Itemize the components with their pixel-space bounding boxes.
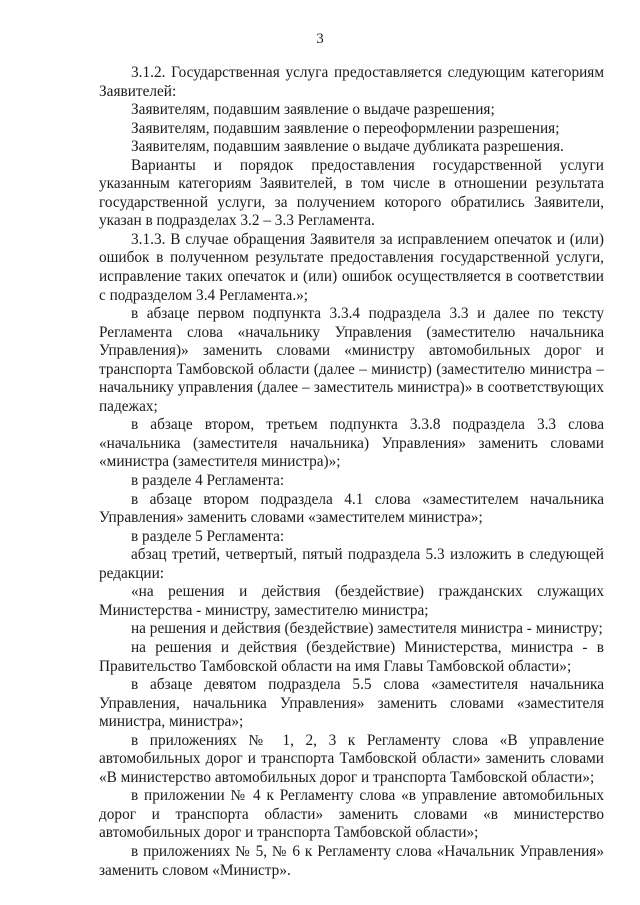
paragraph-2: Заявителям, подавшим заявление о выдаче разрешения; [131, 101, 495, 119]
paragraph-19: в приложениях № 5, № 6 к Регламенту слова «Начальник Управления» заменить словом «Министр». [99, 842, 604, 879]
paragraph-7: в абзаце первом подпункта 3.3.4 подраздела 3.3 и далее по тексту Регламента слова «начальнику Управления (заместителю начальника Управления)» заменить словами «министру автомобильных дорог и транспорта Тамбовской области (далее – министр) (заместителю министра – начальнику управления (далее – заместитель министра)» в соответствующих падежах; [99, 305, 604, 415]
paragraph-15: на решения и действия (бездействие) Министерства, министра - в Правительство Тамбовской области на имя Главы Тамбовской области»; [99, 638, 604, 675]
paragraph-1: 3.1.2. Государственная услуга предоставляется следующим категориям Заявителей: [99, 64, 604, 100]
document-body [99, 64, 604, 880]
paragraph-18: в приложении № 4 к Регламенту слова «в управление автомобильных дорог и транспорта области» заменить словами «в министерство автомобильных дорог и транспорта Тамбовской области»; [99, 787, 604, 842]
paragraph-12: абзац третий, четвертый, пятый подраздела 5.3 изложить в следующей редакции: [99, 546, 604, 582]
page-number: 3 [316, 31, 324, 47]
paragraph-8: в абзаце втором, третьем подпункта 3.3.8 подраздела 3.3 слова «начальника (заместителя начальника) Управления» заменить словами «министра (заместителя министра)»; [99, 416, 604, 471]
paragraph-17: в приложениях № 1, 2, 3 к Регламенту слова «В управление автомобильных дорог и транспорта Тамбовской области» заменить словами «В министерство автомобильных дорог и транспорта Тамбовской области»; [99, 731, 604, 786]
paragraph-9: в разделе 4 Регламента: [131, 472, 285, 490]
paragraph-11: в разделе 5 Регламента: [131, 527, 285, 545]
paragraph-3: Заявителям, подавшим заявление о переоформлении разрешения; [131, 119, 560, 137]
paragraph-16: в абзаце девятом подраздела 5.5 слова «заместителя начальника Управления, начальника Управления» заменить словами «заместителя министра, министра»; [99, 676, 604, 731]
paragraph-4: Заявителям, подавшим заявление о выдаче дубликата разрешения. [131, 138, 564, 156]
paragraph-13: «на решения и действия (бездействие) гражданских служащих Министерства - министру, заместителю министра; [99, 583, 604, 619]
paragraph-6: 3.1.3. В случае обращения Заявителя за исправлением опечаток и (или) ошибок в полученном результате предоставления государственной услуги, исправление таких опечаток и (или) ошибок осуществляется в соответствии с подразделом 3.4 Регламента.»; [99, 230, 604, 304]
paragraph-5: Варианты и порядок предоставления государственной услуги указанным категориям Заявителей, в том числе в отношении результата государственной услуги, за получением которого обратились Заявители, указан в подразделах 3.2 – 3.3 Регламента. [99, 156, 604, 230]
paragraph-10: в абзаце втором подраздела 4.1 слова «заместителем начальника Управления» заменить словами «заместителем министра»; [99, 490, 604, 527]
paragraph-14: на решения и действия (бездействие) заместителя министра - министру; [131, 620, 603, 638]
